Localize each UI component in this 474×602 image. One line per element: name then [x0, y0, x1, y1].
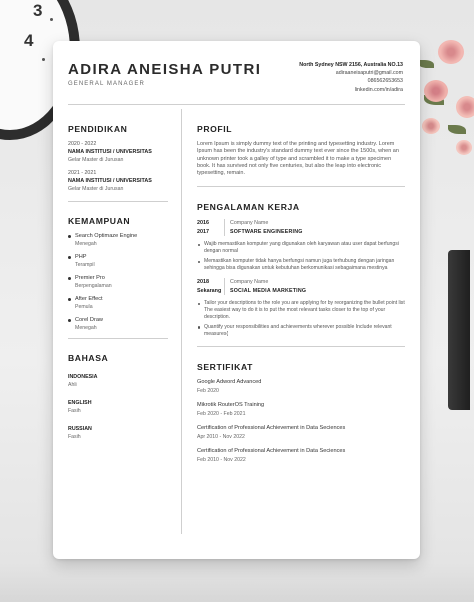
job-position: SOCIAL MEDIA MARKETING	[230, 287, 307, 294]
clock-tick	[42, 58, 45, 61]
resume-role: GENERAL MANAGER	[68, 81, 145, 87]
skill-level: Pemula	[75, 304, 93, 310]
contact-email: adiraaneisaputri@gmail.com	[335, 70, 403, 77]
skill-name: PHP	[68, 254, 168, 260]
section-title-certificates: SERTIFIKAT	[197, 361, 253, 372]
job-company: Company Name	[230, 220, 269, 227]
education-degree: Gelar Master di Jurusan	[68, 186, 124, 192]
language-level: Ahli	[68, 382, 77, 388]
plant-leaf	[448, 125, 466, 134]
certificate-name: Certification of Professional Achievement in Data Seciences	[197, 447, 346, 454]
job-header	[197, 219, 405, 236]
job-points	[197, 300, 405, 338]
section-divider	[197, 346, 405, 347]
certificate-name: Google Adword Advanced	[197, 378, 262, 385]
certificate-item	[197, 379, 405, 394]
vase	[448, 250, 470, 410]
skill-level: Menegah	[75, 241, 97, 247]
language-level: Fasih	[68, 408, 81, 414]
flower	[422, 118, 440, 134]
job-start: 2018	[197, 279, 209, 286]
language-name: RUSSIAN	[68, 426, 92, 432]
contact-phone: 086562653653	[367, 78, 403, 85]
certificate-name: Mikrotik RouterOS Training	[197, 401, 265, 408]
job-info	[225, 219, 303, 236]
left-column	[68, 124, 168, 448]
job-company: Company Name	[230, 279, 269, 286]
clock-number: 4	[24, 31, 34, 50]
flower	[456, 140, 472, 155]
skill-name: Premier Pro	[68, 275, 168, 281]
certificate-item	[197, 448, 405, 463]
section-title-profile: PROFIL	[197, 124, 233, 134]
education-degree: Gelar Master di Jurusan	[68, 157, 124, 163]
section-divider	[68, 201, 168, 202]
clock-tick	[50, 18, 53, 21]
job-point: Tailor your descriptions to the role you are applying for by reorganizing the bullet point list The easiest way to do it is to put the most relevant tasks closer to the top of your description.	[204, 300, 405, 320]
section-divider	[197, 186, 405, 187]
skill-item	[68, 254, 168, 268]
job-point: Wajib memastikan komputer yang digunakan oleh karyawan atau user dapat berfungsi dengan normal	[204, 241, 405, 255]
certificate-item	[197, 402, 405, 417]
education-item	[68, 170, 168, 192]
language-item	[68, 374, 168, 388]
profile-text: Lorem Ipsum is simply dummy text of the printing and typesetting industry. Lorem Ipsum has been the industry's standard dummy text ever since the 1500s, when an unknown printer took a galley of type and scrambled it to make a type specimen book. It has survived not only five centuries, but also the leap into electronic typesetting, remain.	[197, 141, 399, 177]
job-end: Sekarang	[197, 287, 222, 294]
flower	[456, 96, 474, 118]
skill-name: Search Optimaze Engine	[68, 233, 168, 239]
language-level: Fasih	[68, 434, 81, 440]
education-item	[68, 141, 168, 163]
clock-number: 3	[33, 1, 43, 20]
skill-item	[68, 317, 168, 331]
contact-address: North Sydney NSW 2156, Australia NO.13	[299, 62, 403, 68]
skill-item	[68, 296, 168, 310]
job-points	[197, 241, 405, 272]
job-end: 2017	[197, 228, 209, 235]
job-point: Quantify your responsibilities and achievements wherever possible Include relevant measures{	[204, 324, 405, 338]
certificate-date: Feb 2010 - Nov 2022	[197, 456, 246, 463]
contact-linkedin: linkedin.com/in/adira	[354, 86, 403, 93]
education-school: NAMA INSTITUSI / UNIVERSITAS	[68, 178, 152, 184]
certificate-date: Feb 2020	[197, 387, 219, 394]
language-name: INDONESIA	[68, 374, 98, 380]
right-column	[197, 124, 405, 471]
job-info	[225, 278, 306, 295]
flower	[438, 40, 464, 64]
skill-level: Menegah	[75, 325, 97, 331]
plant-leaf	[418, 60, 434, 68]
skill-item	[68, 233, 168, 247]
job-header	[197, 278, 405, 295]
job-dates	[197, 219, 225, 236]
section-title-education: PENDIDIKAN	[68, 124, 128, 134]
skill-name: After Effect	[68, 296, 168, 302]
section-divider	[68, 338, 168, 339]
education-date: 2021 - 2021	[68, 170, 97, 176]
header-divider	[68, 104, 405, 105]
language-name: ENGLISH	[68, 400, 92, 406]
job-point: Memastikan komputer tidak hanya berfungsi namun juga terhubung dengan jaringan sehingga bisa digunakan untuk kebutuhan berkomunikasi sebagaimana mestinya	[204, 258, 405, 272]
section-title-skills: KEMAMPUAN	[68, 216, 131, 226]
job-start: 2016	[197, 220, 209, 227]
section-title-languages: BAHASA	[68, 353, 109, 363]
skill-level: Berpengalaman	[75, 283, 112, 289]
certificate-date: Apr 2010 - Nov 2022	[197, 433, 245, 440]
education-date: 2020 - 2022	[68, 141, 97, 147]
flower	[424, 80, 448, 102]
education-school: NAMA INSTITUSI / UNIVERSITAS	[68, 149, 152, 155]
column-divider	[181, 109, 182, 534]
certificate-date: Feb 2020 - Feb 2021	[197, 410, 246, 417]
section-title-experience: PENGALAMAN KERJA	[197, 202, 300, 213]
contact-block	[299, 61, 403, 94]
job-position: SOFTWARE ENGINEERING	[230, 228, 303, 235]
job-entry	[197, 278, 405, 338]
shelf	[0, 562, 474, 602]
language-item	[68, 400, 168, 414]
skill-level: Terampil	[75, 262, 95, 268]
resume-page	[53, 41, 420, 559]
certificate-item	[197, 425, 405, 440]
resume-name: ADIRA ANEISHA PUTRI	[68, 61, 262, 78]
skill-item	[68, 275, 168, 289]
job-entry	[197, 219, 405, 272]
certificate-name: Certification of Professional Achievement in Data Seciences	[197, 424, 346, 431]
language-item	[68, 426, 168, 440]
skill-name: Corel Draw	[68, 317, 168, 323]
job-dates	[197, 278, 225, 295]
